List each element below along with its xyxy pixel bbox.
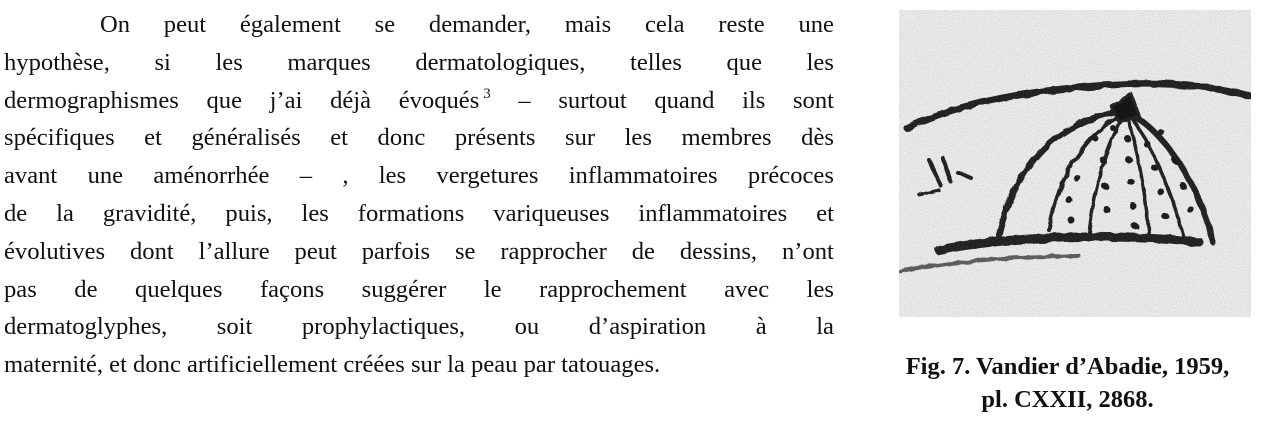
word: évoqués $^3$ (398, 85, 491, 114)
word: n’ont (781, 237, 834, 265)
word: pas (4, 275, 37, 303)
paragraph-line (4, 82, 834, 120)
paragraph-line (4, 157, 834, 195)
word: dont (129, 237, 174, 265)
word: cela (644, 11, 685, 38)
word: peut (294, 237, 337, 265)
paragraph-line (4, 271, 834, 309)
word: présents (454, 124, 536, 152)
word: évolutives (4, 237, 106, 265)
paragraph-line (4, 308, 834, 346)
word: les (378, 162, 407, 190)
word: spécifiques (4, 124, 115, 152)
word: inflammatoires (568, 162, 718, 190)
word: avant (4, 162, 58, 190)
word: la (56, 199, 74, 227)
word: dessins, (679, 237, 758, 265)
word: dermatoglyphes, (4, 313, 168, 341)
word: de (631, 237, 655, 265)
figure-image (899, 10, 1251, 317)
body-paragraph (4, 6, 834, 384)
word: j’ai (269, 86, 303, 114)
word: sur (565, 124, 596, 152)
word: dermatologiques, (415, 48, 586, 76)
word: de (74, 275, 98, 303)
word: marques (287, 48, 371, 76)
word: rapprochement (539, 275, 687, 303)
word: ils (742, 86, 766, 114)
paragraph-line (4, 44, 834, 82)
caption-line-2: pl. CXXII, 2868. (981, 386, 1154, 413)
word: sont (792, 86, 834, 114)
word: si (154, 48, 171, 76)
word: que (206, 86, 243, 114)
word: les (624, 124, 652, 152)
word: avec (724, 275, 770, 303)
word: d’aspiration (588, 313, 707, 341)
word: façons (259, 275, 325, 303)
word: de (4, 199, 28, 227)
paragraph-line (4, 233, 834, 271)
word: prophylactiques, (301, 313, 466, 341)
ostracon-drawing-image (899, 10, 1251, 317)
word: – (299, 162, 313, 190)
word: rapprocher (500, 237, 607, 265)
word: une (798, 11, 834, 38)
word: et (330, 124, 348, 152)
word: demander, (428, 11, 532, 38)
word: parfois (361, 237, 431, 265)
word: telles (629, 48, 682, 76)
word: maternité, et donc artificiellement créées sur la peau par tatouages. (4, 351, 661, 379)
word: – (518, 86, 531, 114)
word: à (755, 313, 767, 341)
word: membres (681, 124, 772, 152)
word: la (816, 313, 834, 341)
word: donc (377, 124, 426, 152)
word: et (816, 199, 834, 227)
word: et (144, 124, 162, 152)
word: gravidité, (102, 199, 197, 227)
word: précoces (747, 162, 834, 190)
word: déjà (330, 86, 372, 114)
paragraph-line (4, 195, 834, 233)
word: se (374, 11, 396, 38)
word: les (806, 275, 834, 303)
caption-line-1: Fig. 7. Vandier d’Abadie, 1959, (905, 353, 1230, 380)
word: mais (564, 11, 612, 38)
word: formations (357, 199, 465, 227)
word: dès (801, 124, 834, 152)
word: les (215, 48, 243, 76)
word: ou (514, 313, 540, 341)
word: variqueuses (493, 199, 610, 227)
word: le (483, 275, 502, 303)
paragraph-line (4, 346, 834, 384)
word: les (301, 199, 329, 227)
word: les (806, 48, 834, 76)
word: hypothèse, (4, 48, 110, 76)
figure-caption (870, 350, 1265, 416)
word: que (726, 48, 762, 76)
footnote-reference[interactable]: 3 (483, 85, 491, 102)
word: inflammatoires (638, 199, 788, 227)
word: également (239, 11, 341, 38)
word: généralisés (191, 124, 301, 152)
paragraph-line (4, 119, 834, 157)
word: une (87, 162, 124, 190)
word: l’allure (198, 237, 270, 265)
word: peut (163, 11, 207, 38)
word: quand (654, 86, 715, 114)
word: surtout (558, 86, 627, 114)
word: suggérer (361, 275, 447, 303)
word: dermographismes (4, 86, 179, 114)
word: vergetures (436, 162, 539, 190)
word: reste (718, 11, 765, 38)
word: On (100, 11, 131, 38)
word: aménorrhée (153, 162, 270, 190)
word: se (454, 237, 476, 265)
word: puis, (225, 199, 273, 227)
paragraph-line (4, 6, 834, 44)
word: , (342, 162, 349, 190)
word: soit (216, 313, 253, 341)
word: quelques (135, 275, 223, 303)
